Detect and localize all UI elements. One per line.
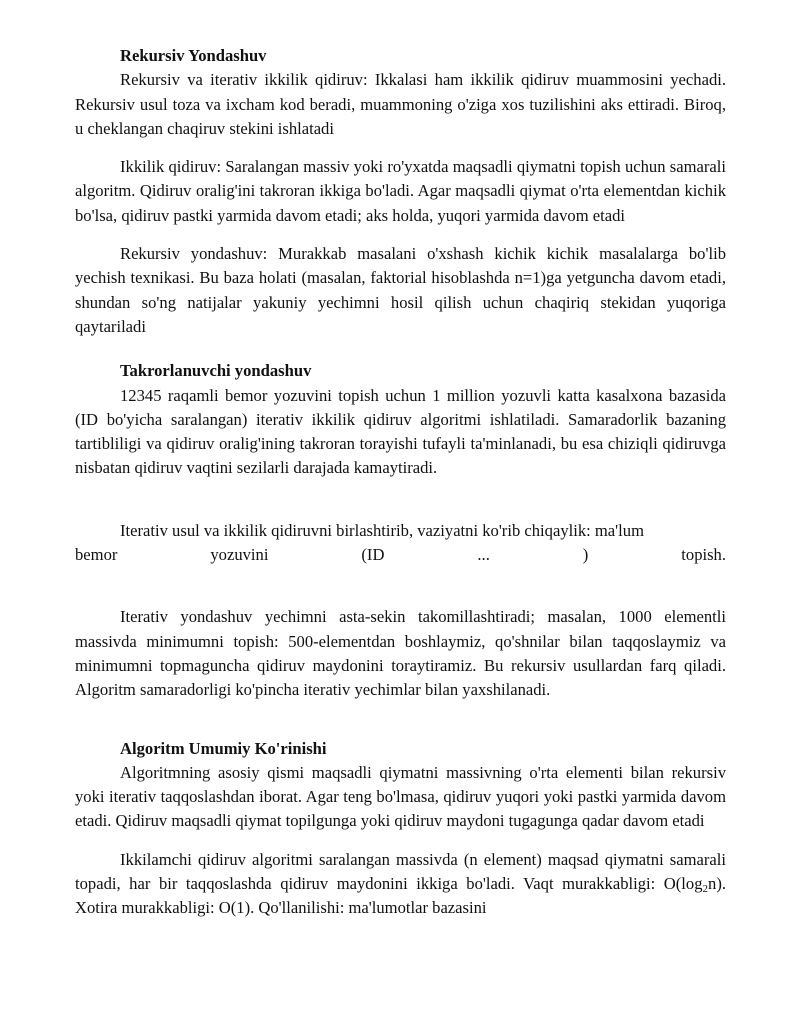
section-heading-takrorlanuvchi: Takrorlanuvchi yondashuv bbox=[120, 361, 312, 381]
word: topish. bbox=[681, 545, 726, 565]
paragraph-rekursiv-yondashuv: Rekursiv yondashuv: Murakkab masalani o'xshash kichik kichik masalalarga bo'lib yechish texnikasi. Bu baza holati (masalan, faktorial hisoblashda n=1)ga yetguncha davom etadi, shundan so'ng natijalar yakuniy yechimni hosil qilish uchun chaqiriq stekidan yuqoriga qaytariladi bbox=[75, 244, 726, 336]
text-part: n). Xotira murakkabligi: O(1). Qo'llanilishi: ma'lumotlar bazasini bbox=[75, 874, 726, 918]
document-page bbox=[75, 44, 726, 921]
paragraph-ikkilik-qidiruv: Ikkilik qidiruv: Saralangan massiv yoki ro'yxatda maqsadli qiymatni topish uchun samarali algoritm. Qidiruv oralig'ini takroran ikkiga bo'ladi. Agar maqsadli qiymat o'rta elementdan kichik bo'lsa, qidiruv pastki yarmida davom etadi; aks holda, yuqori yarmida davom etadi bbox=[75, 157, 726, 225]
section-heading-rekursiv: Rekursiv Yondashuv bbox=[120, 46, 267, 65]
word: ... bbox=[477, 545, 490, 565]
word: ) bbox=[582, 545, 589, 565]
section-heading-algoritm: Algoritm Umumiy Ko'rinishi bbox=[120, 738, 327, 758]
paragraph-bemor-yozuvi: 12345 raqamli bemor yozuvini topish uchun 1 million yozuvli katta kasalxona bazasida (ID bo'yicha saralangan) iterativ ikkilik qidiruv algoritmi ishlatiladi. Samaradorlik bazaning tartibliligi va qidiruv oralig'ining takroran torayishi tufayli ta'minlanadi, bu esa chiziqli qidiruvga nisbatan qidiruv vaqtini sezilarli darajada kamaytiradi. bbox=[75, 385, 726, 478]
word: bemor bbox=[75, 545, 118, 565]
text-part: Ikkilamchi qidiruv algoritmi saralangan massivda (n element) maqsad qiymatni samarali topadi, har bir taqqoslashda qidiruv maydonini ikkiga bo'ladi. Vaqt murakkabligi: O(log bbox=[75, 849, 726, 894]
paragraph-algoritm-asosiy: Algoritmning asosiy qismi maqsadli qiymatni massivning o'rta elementi bilan rekursiv yoki iterativ taqqoslashdan iborat. Agar teng bo'lmasa, qidiruv yuqori yoki pastki yarmida davom etadi. Qidiruv maqsadli qiymat topilgunga yoki qidiruv maydoni tugagunga qadar davom etadi bbox=[75, 762, 726, 831]
subscript: 2 bbox=[702, 883, 709, 896]
paragraph-ikkilamchi-qidiruv bbox=[75, 848, 726, 921]
paragraph-iterativ-birlashtirish: Iterativ usul va ikkilik qidiruvni birlashtirib, vaziyatni ko'rib chiqaylik: ma'lum bbox=[120, 520, 644, 540]
paragraph-iterativ-birlashtirish-cont bbox=[75, 543, 726, 567]
paragraph-iterativ-yondashuv: Iterativ yondashuv yechimni asta-sekin takomillashtiradi; masalan, 1000 elementli massivda minimumni topish: 500-elementdan boshlaymiz, qo'shnilar bilan taqqoslaymiz va minimumni topmaguncha qidiruv maydonini toraytiramiz. Bu rekursiv usullardan farq qiladi. Algoritm samaradorligi ko'pincha iterativ yechimlar bilan yaxshilanadi. bbox=[75, 607, 726, 700]
word: yozuvini bbox=[210, 545, 269, 565]
word: (ID bbox=[361, 545, 385, 565]
paragraph-rekursiv-iterativ: Rekursiv va iterativ ikkilik qidiruv: Ikkalasi ham ikkilik qidiruv muammosini yechadi. Rekursiv usul toza va ixcham kod beradi, muammoning o'ziga xos tuzilishini aks ettiradi. Biroq, u cheklangan chaqiruv stekini ishlatadi bbox=[75, 70, 726, 138]
